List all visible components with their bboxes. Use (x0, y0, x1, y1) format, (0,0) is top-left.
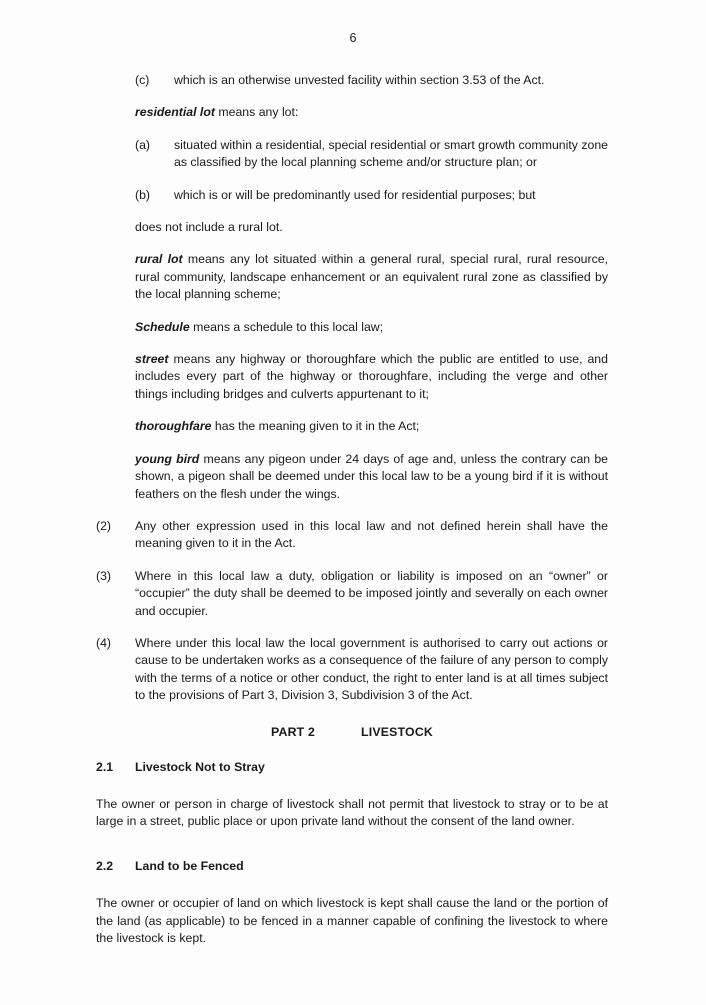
definition-term: rural lot (135, 252, 183, 267)
clause-number: 2.2 (96, 858, 114, 873)
list-item (135, 137, 608, 172)
spacer (96, 739, 608, 759)
list-item (96, 518, 608, 553)
list-item-text: Where under this local law the local government is authorised to carry out actions or cause to be undertaken works as a consequence of the failure of any person to comply with the terms of a notice or other conduct, the right to enter land is at all times subject to the provisions of Part 3, Division 3, Subdivision 3 of the Act. (135, 635, 608, 703)
list-item (135, 187, 608, 204)
spacer (96, 436, 608, 451)
definition-term: thoroughfare (135, 419, 212, 434)
definition-text: means a schedule to this local law; (189, 319, 384, 334)
spacer (96, 204, 608, 219)
definition-street (135, 351, 608, 403)
spacer (96, 89, 608, 104)
list-marker: (c) (135, 73, 150, 87)
definition-term: Schedule (135, 319, 190, 334)
clause-body-2-1: The owner or person in charge of livestock shall not permit that livestock to stray or to be at large in a street, public place or upon private land without the consent of the land owner. (96, 796, 608, 829)
spacer (96, 553, 608, 568)
spacer (96, 336, 608, 351)
definition-term: residential lot (135, 105, 215, 120)
list-marker: (3) (96, 568, 112, 583)
list-marker: (a) (135, 137, 151, 152)
definition-residential-lot (135, 104, 608, 121)
spacer (96, 236, 608, 251)
list-marker: (2) (96, 518, 112, 533)
definition-text: means any highway or thoroughfare which the public are entitled to use, and includes every part of the highway or thoroughfare, including the verge and other things including bridges and culverts appurtenant to it; (135, 352, 608, 401)
spacer (96, 705, 608, 725)
list-item (96, 568, 608, 620)
definition-thoroughfare (135, 418, 608, 435)
spacer (96, 503, 608, 518)
spacer (96, 875, 608, 895)
definition-term: street (135, 352, 169, 367)
list-item-text: Any other expression used in this local law and not defined herein shall have the meaning given to it in the Act. (135, 518, 608, 551)
definition-text: means any lot: (214, 105, 299, 120)
definition-text: means any pigeon under 24 days of age and, unless the contrary can be shown, a pigeon shall be deemed under this local law to be a young bird if it is without feathers on the flesh under the wings. (135, 451, 608, 501)
list-marker: (b) (135, 187, 151, 202)
clause-number: 2.1 (96, 759, 114, 774)
list-marker: (4) (96, 635, 112, 650)
spacer (96, 620, 608, 635)
part-title: LIVESTOCK (361, 724, 433, 739)
part-heading (96, 725, 608, 739)
clause-title: Land to be Fenced (135, 858, 244, 873)
page-number: 6 (349, 31, 357, 45)
definition-schedule (135, 319, 608, 336)
spacer (96, 776, 608, 796)
spacer (96, 403, 608, 418)
spacer (96, 304, 608, 319)
list-item (96, 635, 608, 705)
list-item-text: situated within a residential, special residential or smart growth community zone as classified by the local planning scheme and/or structure plan; or (174, 137, 609, 170)
definition-rural-lot (135, 251, 608, 303)
paragraph-does-not-include: does not include a rural lot. (135, 220, 283, 235)
part-label: PART 2 (271, 724, 316, 739)
clause-heading-2-1 (96, 759, 608, 776)
definition-text: means any lot situated within a general rural, special rural, rural resource, rural community, landscape enhancement or an equivalent rural zone as classified by the local planning scheme; (135, 252, 608, 302)
list-item-text: Where in this local law a duty, obligation or liability is imposed on an “owner” or “occupier” the duty shall be deemed to be imposed jointly and severally on each owner and occupier. (135, 568, 608, 618)
clause-title: Livestock Not to Stray (135, 759, 265, 774)
page-content (96, 72, 608, 947)
definition-term: young bird (135, 451, 200, 466)
definition-text: has the meaning given to it in the Act; (211, 419, 420, 434)
spacer (96, 172, 608, 187)
list-item-text: which is an otherwise unvested facility within section 3.53 of the Act. (174, 73, 545, 87)
clause-body-2-2: The owner or occupier of land on which livestock is kept shall cause the land or the portion of the land (as applicable) to be fenced in a manner capable of confining the livestock to where the livestock is kept. (96, 896, 608, 945)
list-item (135, 72, 608, 89)
spacer (96, 831, 608, 858)
clause-heading-2-2 (96, 858, 608, 875)
spacer (96, 122, 608, 137)
definition-young-bird (135, 451, 608, 503)
list-item-text: which is or will be predominantly used for residential purposes; but (174, 187, 536, 202)
